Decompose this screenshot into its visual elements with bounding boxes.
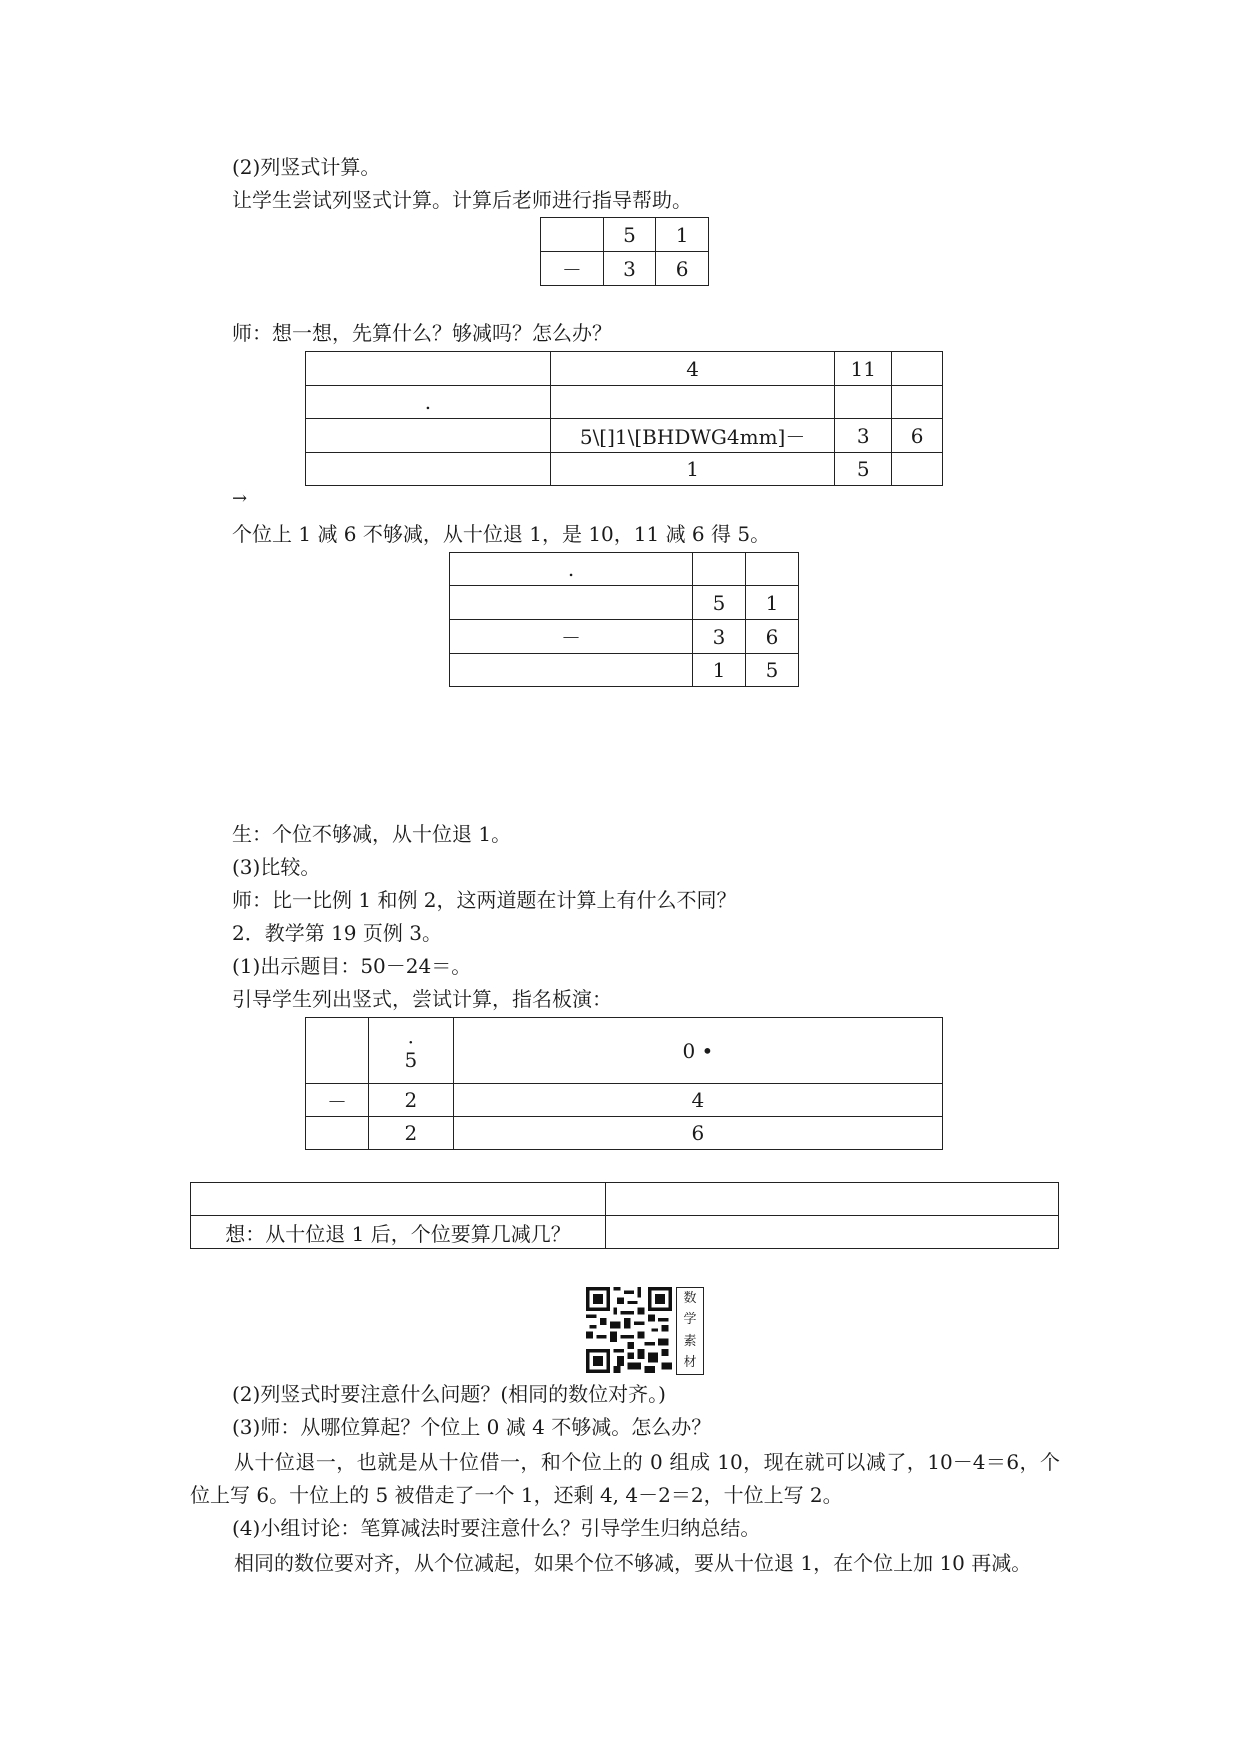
cell: 4	[453, 1084, 942, 1117]
cell: 3	[603, 252, 656, 286]
borrow-dot: ·	[407, 1029, 415, 1054]
tens-digit: 5	[404, 1047, 418, 1072]
borrow-explanation-paragraph: 从十位退一，也就是从十位借一，和个位上的 0 组成 10，现在就可以减了，10－4＝6，个位上写 6。十位上的 5 被借走了一个 1，还剩 4, 4－2＝2，十位上写 2。	[190, 1450, 1060, 1507]
cell: －	[541, 252, 604, 286]
cell: 5	[835, 453, 892, 486]
cell: 2	[368, 1084, 453, 1117]
cell: 想：从十位退 1 后，个位要算几减几？	[191, 1216, 606, 1249]
group-discussion: (4)小组讨论：笔算减法时要注意什么？引导学生归纳总结。	[232, 1516, 761, 1540]
think-box-table	[190, 1182, 1059, 1249]
cell: 3	[835, 419, 892, 453]
cell	[450, 586, 693, 620]
alignment-question: (2)列竖式时要注意什么问题？(相同的数位对齐。)	[232, 1382, 666, 1406]
cell: 4	[550, 352, 834, 386]
vertical-calc-table-1	[540, 217, 709, 286]
cell: 1	[746, 586, 799, 620]
badge-char: 材	[683, 1355, 697, 1371]
teacher-start-question: (3)师：从哪位算起？个位上 0 减 4 不够减。怎么办？	[232, 1415, 712, 1439]
cell	[541, 218, 604, 252]
cell: 5	[603, 218, 656, 252]
cell: .	[450, 553, 693, 586]
summary-paragraph: 相同的数位要对齐，从个位减起，如果个位不够减，要从十位退 1，在个位上加 10 再减。	[234, 1551, 1032, 1575]
cell: 3	[693, 620, 746, 654]
explanation-text: 个位上 1 减 6 不够减，从十位退 1，是 10，11 减 6 得 5。	[232, 522, 771, 546]
vertical-calc-table-2	[305, 351, 943, 486]
cell: 1	[656, 218, 709, 252]
cell	[550, 386, 834, 419]
vertical-calc-table-3	[449, 552, 799, 687]
cell	[191, 1183, 606, 1216]
cell	[306, 352, 551, 386]
cell	[892, 352, 943, 386]
problem-statement: (1)出示题目：50－24＝。	[232, 954, 472, 978]
qr-code-icon[interactable]	[586, 1287, 672, 1373]
cell: 1	[550, 453, 834, 486]
cell	[606, 1183, 1059, 1216]
cell: 5\[]1\[BHDWG4mm]－	[550, 419, 834, 453]
cell: 2	[368, 1117, 453, 1150]
arrow-icon: →	[232, 488, 248, 509]
cell	[892, 386, 943, 419]
cell	[835, 386, 892, 419]
math-material-badge	[676, 1287, 704, 1375]
cell	[693, 553, 746, 586]
guide-text: 引导学生列出竖式，尝试计算，指名板演：	[232, 987, 612, 1011]
cell	[606, 1216, 1059, 1249]
badge-char: 学	[683, 1312, 697, 1328]
cell	[306, 453, 551, 486]
cell: 1	[693, 654, 746, 687]
section-2-heading: 2．教学第 19 页例 3。	[232, 921, 442, 945]
cell: －	[450, 620, 693, 654]
cell: 6	[656, 252, 709, 286]
step-3-heading: (3)比较。	[232, 855, 321, 879]
cell	[892, 453, 943, 486]
cell	[306, 1018, 369, 1084]
cell: .	[306, 386, 551, 419]
cell: 6	[892, 419, 943, 453]
cell	[306, 1117, 369, 1150]
cell: 5	[693, 586, 746, 620]
cell	[368, 1018, 453, 1084]
cell: 11	[835, 352, 892, 386]
cell: 6	[453, 1117, 942, 1150]
teacher-compare-question: 师：比一比例 1 和例 2，这两道题在计算上有什么不同？	[232, 888, 737, 912]
badge-char: 素	[683, 1333, 697, 1349]
cell: 0 •	[453, 1018, 942, 1084]
student-answer: 生：个位不够减，从十位退 1。	[232, 822, 512, 846]
cell: 6	[746, 620, 799, 654]
cell	[746, 553, 799, 586]
cell: －	[306, 1084, 369, 1117]
badge-char: 数	[683, 1290, 697, 1306]
cell	[306, 419, 551, 453]
cell	[450, 654, 693, 687]
instruction-text: 让学生尝试列竖式计算。计算后老师进行指导帮助。	[232, 188, 692, 212]
cell: 5	[746, 654, 799, 687]
step-2-heading: (2)列竖式计算。	[232, 155, 381, 179]
teacher-question: 师：想一想，先算什么？够减吗？怎么办？	[232, 321, 612, 345]
vertical-calc-table-4	[305, 1017, 943, 1150]
